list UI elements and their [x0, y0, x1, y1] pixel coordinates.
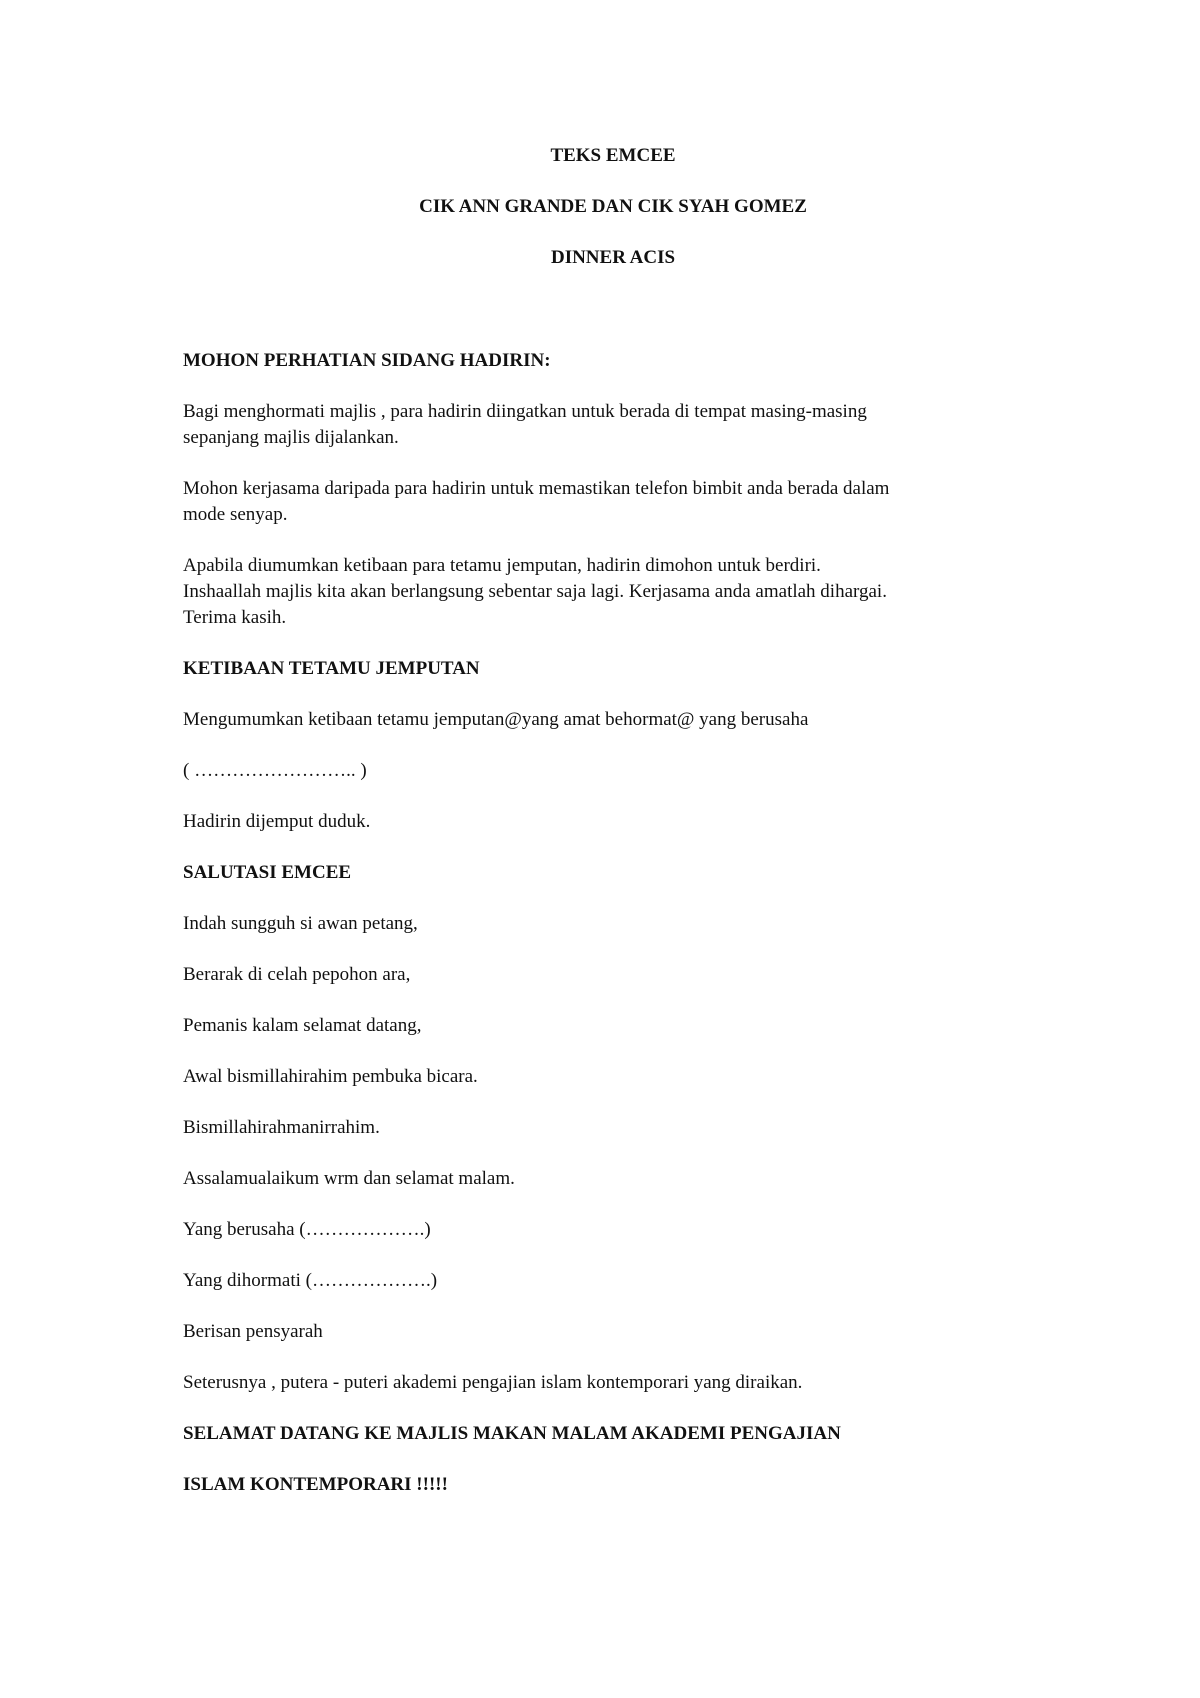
document-subtitle-event: DINNER ACIS [550, 247, 676, 268]
salutation-line-2: Yang dihormati (……………….) [183, 1270, 438, 1291]
pantun-line-1: Indah sungguh si awan petang, [183, 913, 418, 934]
paragraph-line: Mohon kerjasama daripada para hadirin untuk memastikan telefon bimbit anda berada dalam [183, 478, 890, 499]
pantun-line-2: Berarak di celah pepohon ara, [183, 964, 411, 985]
paragraph-phone [183, 476, 1043, 528]
section-heading-guests: KETIBAAN TETAMU JEMPUTAN [183, 658, 480, 679]
document-subtitle-names: CIK ANN GRANDE DAN CIK SYAH GOMEZ [419, 196, 807, 217]
welcome-line-1: SELAMAT DATANG KE MAJLIS MAKAN MALAM AKADEMI PENGAJIAN [183, 1423, 841, 1444]
basmalah-line: Bismillahirahmanirrahim. [183, 1117, 380, 1138]
paragraph-respect [183, 399, 1043, 451]
paragraph-line: Apabila diumumkan ketibaan para tetamu jemputan, hadirin dimohon untuk berdiri. [183, 555, 821, 576]
paragraph-line: Terima kasih. [183, 607, 287, 628]
paragraph-line: mode senyap. [183, 504, 288, 525]
salutation-line-4: Seterusnya , putera - puteri akademi pengajian islam kontemporari yang diraikan. [183, 1372, 803, 1393]
seated-line: Hadirin dijemput duduk. [183, 811, 371, 832]
blank-line: ( …………………….. ) [183, 760, 367, 781]
salutation-line-3: Berisan pensyarah [183, 1321, 323, 1342]
greeting-line: Assalamualaikum wrm dan selamat malam. [183, 1168, 515, 1189]
announce-line: Mengumumkan ketibaan tetamu jemputan@yang amat behormat@ yang berusaha [183, 709, 809, 730]
section-heading-attention: MOHON PERHATIAN SIDANG HADIRIN: [183, 350, 551, 371]
paragraph-line: Inshaallah majlis kita akan berlangsung sebentar saja lagi. Kerjasama anda amatlah dihargai. [183, 581, 887, 602]
pantun-line-4: Awal bismillahirahim pembuka bicara. [183, 1066, 478, 1087]
welcome-line-2: ISLAM KONTEMPORARI !!!!! [183, 1474, 448, 1495]
paragraph-line: Bagi menghormati majlis , para hadirin diingatkan untuk berada di tempat masing-masing [183, 401, 867, 422]
paragraph-arrival [183, 553, 1043, 631]
section-heading-salutation: SALUTASI EMCEE [183, 862, 352, 883]
document-title: TEKS EMCEE [550, 145, 676, 166]
pantun-line-3: Pemanis kalam selamat datang, [183, 1015, 422, 1036]
document-body [183, 143, 1043, 1498]
salutation-line-1: Yang berusaha (……………….) [183, 1219, 431, 1240]
paragraph-line: sepanjang majlis dijalankan. [183, 427, 399, 448]
